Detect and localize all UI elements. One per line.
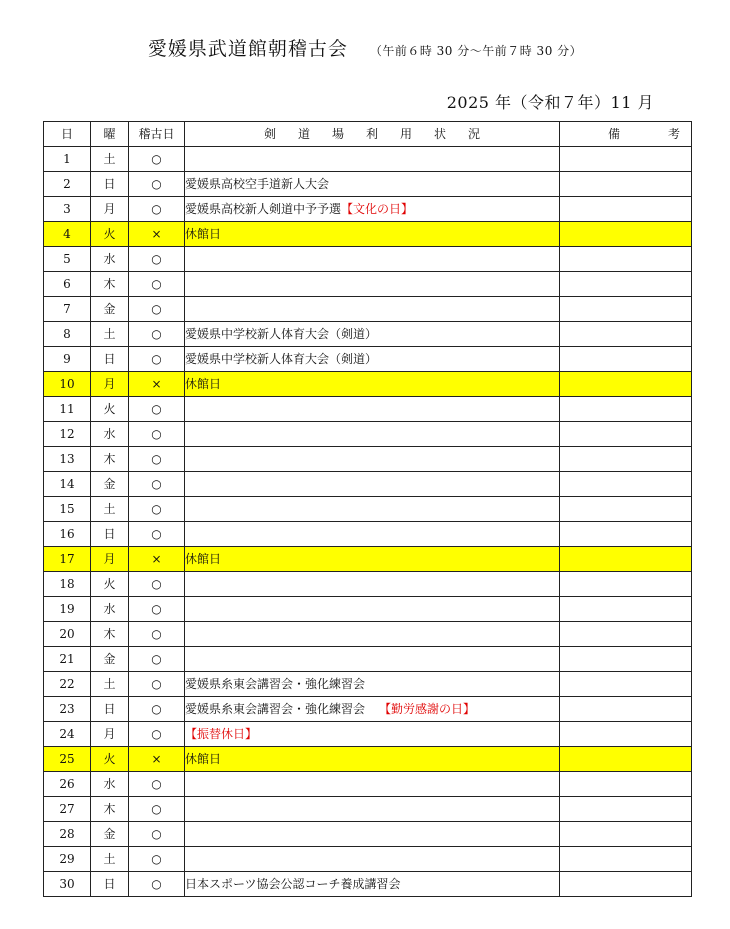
usage-text: 休館日 (185, 227, 222, 241)
row-remarks (560, 497, 692, 522)
row-day: 2 (44, 172, 91, 197)
table-row (44, 347, 692, 372)
row-remarks (560, 197, 692, 222)
row-remarks (560, 272, 692, 297)
row-usage (185, 722, 560, 747)
table-row (44, 872, 692, 897)
row-day: 7 (44, 297, 91, 322)
row-practice-mark: ○ (129, 347, 185, 372)
row-weekday: 水 (91, 772, 129, 797)
row-day: 1 (44, 147, 91, 172)
row-day: 14 (44, 472, 91, 497)
row-usage (185, 497, 560, 522)
usage-text: 愛媛県中学校新人体育大会（剣道） (185, 327, 378, 341)
row-day: 5 (44, 247, 91, 272)
row-remarks (560, 472, 692, 497)
row-practice-mark: ○ (129, 297, 185, 322)
table-row (44, 447, 692, 472)
row-usage (185, 172, 560, 197)
row-day: 29 (44, 847, 91, 872)
row-day: 19 (44, 597, 91, 622)
table-row (44, 572, 692, 597)
row-usage (185, 372, 560, 397)
row-usage (185, 247, 560, 272)
table-row (44, 597, 692, 622)
row-remarks (560, 622, 692, 647)
row-remarks (560, 772, 692, 797)
table-body (44, 147, 692, 897)
table-row (44, 222, 692, 247)
table-row (44, 747, 692, 772)
row-remarks (560, 647, 692, 672)
usage-text: 愛媛県糸東会講習会・強化練習会 (185, 677, 366, 691)
row-day: 20 (44, 622, 91, 647)
usage-text: 愛媛県高校新人剣道中予予選 (185, 202, 342, 216)
row-usage (185, 397, 560, 422)
row-usage (185, 572, 560, 597)
row-practice-mark: × (129, 747, 185, 772)
row-usage (185, 222, 560, 247)
row-remarks (560, 547, 692, 572)
usage-text: 休館日 (185, 377, 222, 391)
usage-text: 愛媛県糸東会講習会・強化練習会 (185, 702, 366, 716)
row-usage (185, 272, 560, 297)
usage-text: 休館日 (185, 752, 222, 766)
table-row (44, 147, 692, 172)
row-day: 4 (44, 222, 91, 247)
table-row (44, 297, 692, 322)
row-day: 8 (44, 322, 91, 347)
row-remarks (560, 322, 692, 347)
row-remarks (560, 722, 692, 747)
row-day: 6 (44, 272, 91, 297)
row-usage (185, 847, 560, 872)
row-remarks (560, 247, 692, 272)
holiday-tag: 【文化の日】 (341, 202, 414, 216)
row-day: 9 (44, 347, 91, 372)
row-practice-mark: ○ (129, 872, 185, 897)
usage-text: 愛媛県中学校新人体育大会（剣道） (185, 352, 378, 366)
row-day: 24 (44, 722, 91, 747)
row-remarks (560, 222, 692, 247)
row-weekday: 木 (91, 272, 129, 297)
table-row (44, 197, 692, 222)
row-remarks (560, 822, 692, 847)
table-row (44, 797, 692, 822)
row-remarks (560, 422, 692, 447)
row-usage (185, 597, 560, 622)
row-usage (185, 772, 560, 797)
row-usage (185, 822, 560, 847)
schedule-month: 2025 年（令和７年）11 月 (446, 93, 654, 112)
table-row (44, 647, 692, 672)
row-usage (185, 422, 560, 447)
row-weekday: 土 (91, 672, 129, 697)
row-usage (185, 547, 560, 572)
row-remarks (560, 872, 692, 897)
table-row (44, 372, 692, 397)
row-weekday: 土 (91, 497, 129, 522)
row-weekday: 水 (91, 422, 129, 447)
schedule-table (43, 121, 729, 897)
row-weekday: 土 (91, 147, 129, 172)
row-remarks (560, 697, 692, 722)
row-day: 17 (44, 547, 91, 572)
row-remarks (560, 397, 692, 422)
row-practice-mark: ○ (129, 397, 185, 422)
table-row (44, 722, 692, 747)
row-practice-mark: ○ (129, 622, 185, 647)
row-practice-mark: × (129, 547, 185, 572)
row-remarks (560, 597, 692, 622)
table-row (44, 497, 692, 522)
holiday-tag: 【勤労感謝の日】 (379, 702, 476, 716)
row-day: 11 (44, 397, 91, 422)
row-weekday: 金 (91, 647, 129, 672)
row-usage (185, 347, 560, 372)
row-day: 30 (44, 872, 91, 897)
holiday-tag: 【振替休日】 (185, 727, 258, 741)
row-practice-mark: ○ (129, 697, 185, 722)
row-weekday: 日 (91, 172, 129, 197)
row-weekday: 金 (91, 297, 129, 322)
row-weekday: 月 (91, 722, 129, 747)
row-day: 13 (44, 447, 91, 472)
header (0, 34, 730, 61)
row-usage (185, 697, 560, 722)
row-weekday: 日 (91, 697, 129, 722)
row-remarks (560, 372, 692, 397)
row-weekday: 月 (91, 547, 129, 572)
row-weekday: 木 (91, 447, 129, 472)
table-header-row (44, 122, 692, 147)
row-day: 27 (44, 797, 91, 822)
row-usage (185, 622, 560, 647)
row-weekday: 日 (91, 522, 129, 547)
row-weekday: 火 (91, 747, 129, 772)
row-usage (185, 447, 560, 472)
row-practice-mark: ○ (129, 422, 185, 447)
row-day: 3 (44, 197, 91, 222)
row-remarks (560, 522, 692, 547)
table-row (44, 397, 692, 422)
row-day: 22 (44, 672, 91, 697)
row-usage (185, 747, 560, 772)
row-practice-mark: ○ (129, 172, 185, 197)
row-remarks (560, 172, 692, 197)
table-row (44, 272, 692, 297)
row-practice-mark: ○ (129, 647, 185, 672)
row-practice-mark: × (129, 372, 185, 397)
row-weekday: 月 (91, 197, 129, 222)
row-day: 12 (44, 422, 91, 447)
row-weekday: 水 (91, 247, 129, 272)
row-day: 28 (44, 822, 91, 847)
row-day: 25 (44, 747, 91, 772)
table-row (44, 822, 692, 847)
row-practice-mark: ○ (129, 797, 185, 822)
row-weekday: 水 (91, 597, 129, 622)
table-row (44, 172, 692, 197)
table-row (44, 547, 692, 572)
row-usage (185, 197, 560, 222)
row-remarks (560, 297, 692, 322)
row-usage (185, 647, 560, 672)
row-remarks (560, 572, 692, 597)
row-weekday: 土 (91, 847, 129, 872)
row-weekday: 月 (91, 372, 129, 397)
row-practice-mark: ○ (129, 847, 185, 872)
row-practice-mark: ○ (129, 272, 185, 297)
usage-text: 休館日 (185, 552, 222, 566)
page-title: 愛媛県武道館朝稽古会 (147, 38, 348, 60)
row-remarks (560, 747, 692, 772)
row-weekday: 木 (91, 797, 129, 822)
row-weekday: 火 (91, 397, 129, 422)
table-row (44, 522, 692, 547)
row-weekday: 日 (91, 347, 129, 372)
usage-text: 愛媛県高校空手道新人大会 (185, 177, 330, 191)
table-row (44, 672, 692, 697)
row-practice-mark: ○ (129, 572, 185, 597)
row-practice-mark: ○ (129, 497, 185, 522)
row-day: 10 (44, 372, 91, 397)
row-practice-mark: ○ (129, 147, 185, 172)
row-usage (185, 297, 560, 322)
table-row (44, 697, 692, 722)
row-remarks (560, 672, 692, 697)
row-practice-mark: ○ (129, 522, 185, 547)
row-day: 15 (44, 497, 91, 522)
row-weekday: 木 (91, 622, 129, 647)
row-weekday: 金 (91, 822, 129, 847)
col-header-weekday: 曜 (91, 122, 129, 147)
row-day: 21 (44, 647, 91, 672)
col-header-remarks: 備考 (560, 122, 692, 147)
row-practice-mark: ○ (129, 722, 185, 747)
table-row (44, 622, 692, 647)
row-practice-mark: ○ (129, 597, 185, 622)
row-weekday: 土 (91, 322, 129, 347)
row-practice-mark: ○ (129, 772, 185, 797)
col-header-day: 日 (44, 122, 91, 147)
row-remarks (560, 797, 692, 822)
row-day: 23 (44, 697, 91, 722)
row-practice-mark: ○ (129, 822, 185, 847)
row-usage (185, 797, 560, 822)
row-practice-mark: ○ (129, 472, 185, 497)
row-remarks (560, 147, 692, 172)
row-practice-mark: ○ (129, 197, 185, 222)
row-weekday: 火 (91, 222, 129, 247)
row-remarks (560, 347, 692, 372)
row-practice-mark: ○ (129, 247, 185, 272)
table-row (44, 772, 692, 797)
row-usage (185, 472, 560, 497)
row-usage (185, 522, 560, 547)
table-row (44, 847, 692, 872)
row-practice-mark: ○ (129, 322, 185, 347)
row-usage (185, 147, 560, 172)
row-day: 18 (44, 572, 91, 597)
row-weekday: 金 (91, 472, 129, 497)
row-practice-mark: ○ (129, 672, 185, 697)
row-usage (185, 672, 560, 697)
table-row (44, 247, 692, 272)
row-weekday: 火 (91, 572, 129, 597)
col-header-practice: 稽古日 (129, 122, 185, 147)
row-usage (185, 872, 560, 897)
row-usage (185, 322, 560, 347)
row-remarks (560, 447, 692, 472)
practice-hours: （午前６時 30 分～午前７時 30 分） (369, 44, 583, 58)
usage-text: 日本スポーツ協会公認コーチ養成講習会 (185, 877, 401, 891)
table-row (44, 422, 692, 447)
row-weekday: 日 (91, 872, 129, 897)
col-header-usage: 剣道場利用状況 (185, 122, 560, 147)
row-remarks (560, 847, 692, 872)
row-day: 16 (44, 522, 91, 547)
row-practice-mark: × (129, 222, 185, 247)
table-row (44, 472, 692, 497)
row-day: 26 (44, 772, 91, 797)
row-practice-mark: ○ (129, 447, 185, 472)
table-row (44, 322, 692, 347)
